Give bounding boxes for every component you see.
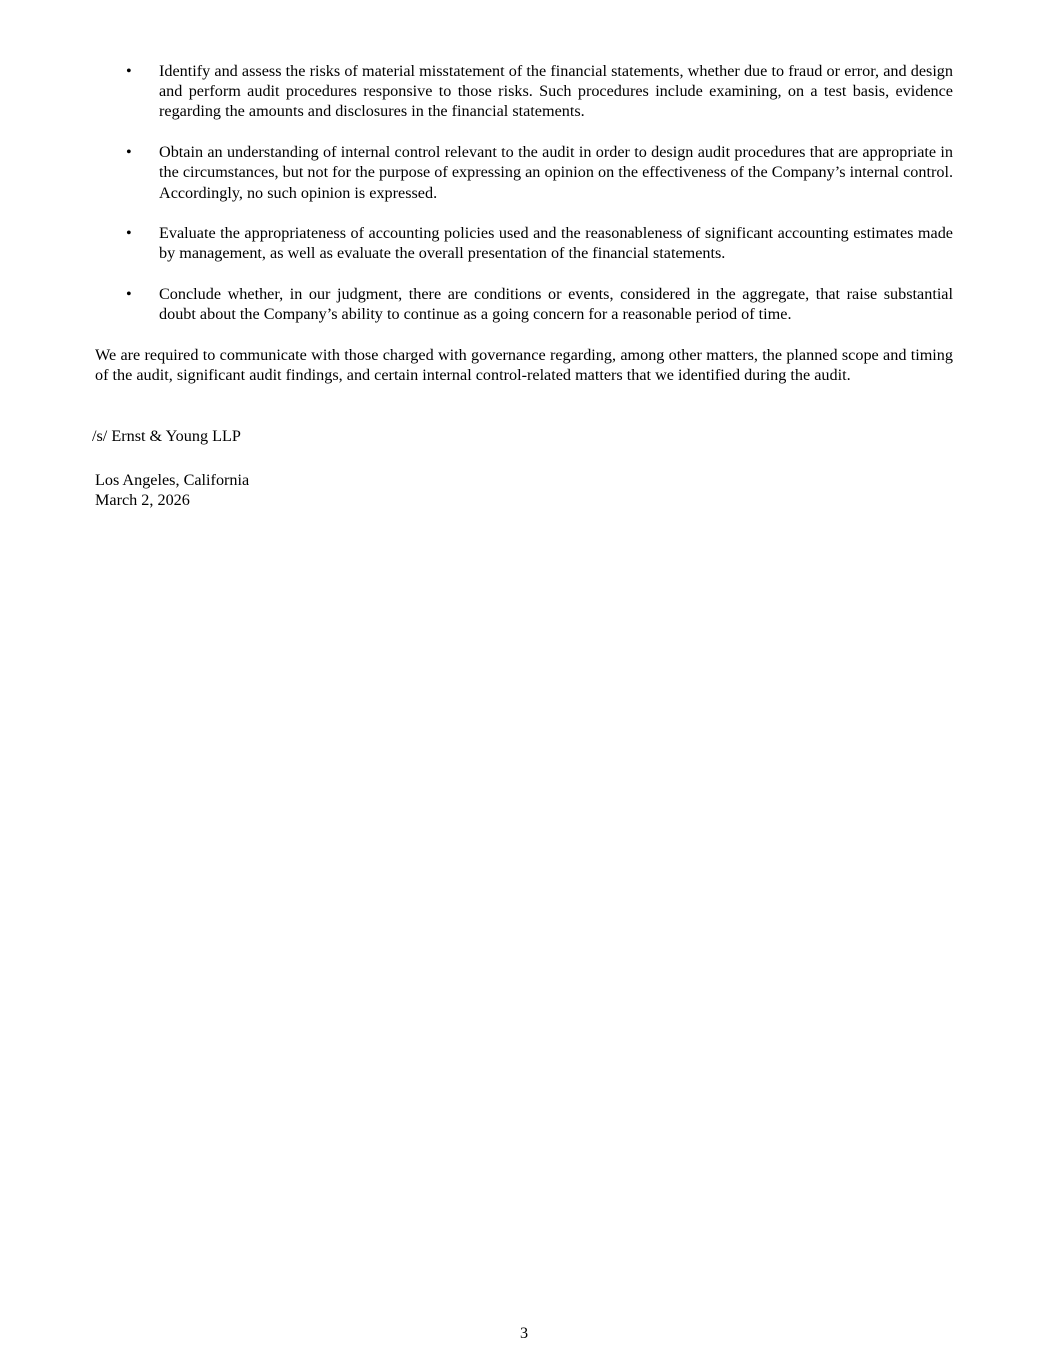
audit-procedures-list xyxy=(95,61,953,345)
list-item xyxy=(95,61,953,122)
governance-communication-paragraph: We are required to communicate with those charged with governance regarding, among other matters, the planned scope and timing of the audit, significant audit findings, and certain internal control-related matters that we identified during the audit. xyxy=(95,346,953,385)
signing-city: Los Angeles, California xyxy=(95,471,250,489)
bullet-text: Evaluate the appropriateness of accounting policies used and the reasonableness of significant accounting estimates made by management, as well as evaluate the overall presentation of the financial statements. xyxy=(159,224,953,263)
auditor-signature: /s/ Ernst & Young LLP xyxy=(92,427,241,445)
bullet-icon: • xyxy=(126,143,132,162)
bullet-text: Identify and assess the risks of material misstatement of the financial statements, whether due to fraud or error, and design and perform audit procedures responsive to those risks. Such procedures include examining, on a test basis, evidence regarding the amounts and disclosures in the financial statements. xyxy=(159,62,953,121)
bullet-icon: • xyxy=(126,224,132,243)
signing-location-date xyxy=(95,470,249,510)
bullet-text: Obtain an understanding of internal control relevant to the audit in order to design audit procedures that are appropriate in the circumstances, but not for the purpose of expressing an opinion on the effectiveness of the Company’s internal control. Accordingly, no such opinion is expressed. xyxy=(159,143,953,202)
bullet-text: Conclude whether, in our judgment, there are conditions or events, considered in the aggregate, that raise substantial doubt about the Company’s ability to continue as a going concern for a reasonable period of time. xyxy=(159,285,953,324)
list-item xyxy=(95,223,953,263)
bullet-icon: • xyxy=(126,62,132,80)
page-number: 3 xyxy=(519,1324,529,1342)
list-item xyxy=(95,142,953,203)
list-item xyxy=(95,284,953,324)
bullet-icon: • xyxy=(126,285,132,304)
signing-date: March 2, 2026 xyxy=(95,491,190,510)
